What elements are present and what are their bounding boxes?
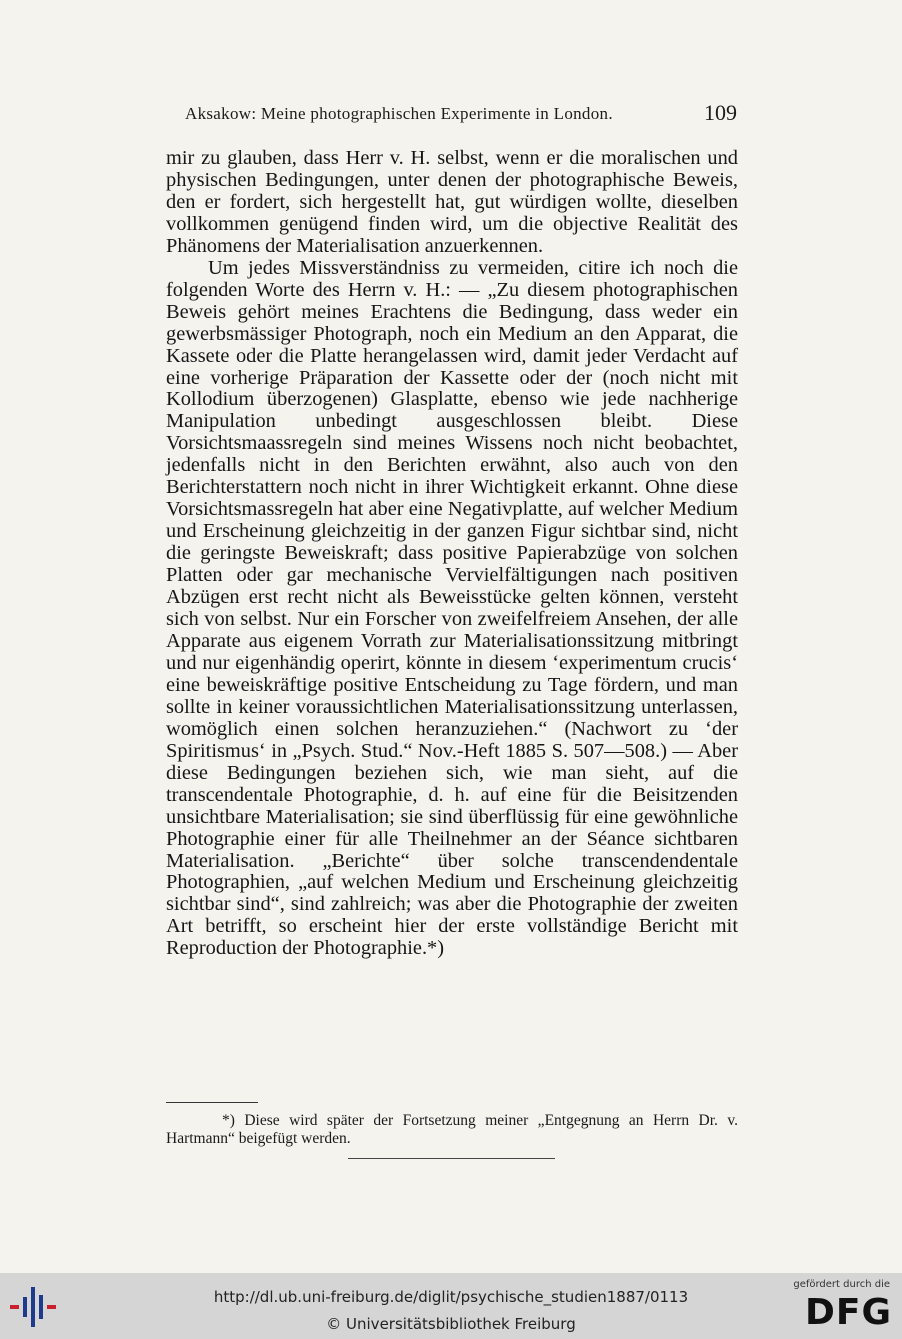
running-head: Aksakow: Meine photographischen Experimente in London. xyxy=(185,104,613,123)
paragraph-1: mir zu glauben, dass Herr v. H. selbst, wenn er die moralischen und physischen Bedingungen, unter denen der photographische Beweis, den er fordert, sich hergestellt hat, gut würdigen wollte, dieselben vollkommen genügend finden wird, um die objective Realität des Phänomens der Materialisation anzuerkennen. xyxy=(166,147,738,257)
dfg-caption: gefördert durch die xyxy=(793,1279,890,1290)
footnote xyxy=(166,1112,738,1148)
page-number: 109 xyxy=(704,100,737,125)
viewer-footer xyxy=(0,1273,902,1339)
document-url-link[interactable]: http://dl.ub.uni-freiburg.de/diglit/psychische_studien1887/0113 xyxy=(213,1288,689,1306)
footnote-text: *) Diese wird später der Fortsetzung meiner „Entgegnung an Herrn Dr. v. Hartmann“ beigefügt werden. xyxy=(166,1112,738,1147)
copyright-notice: © Universitätsbibliothek Freiburg xyxy=(326,1315,576,1333)
paragraph-2: Um jedes Missverständniss zu vermeiden, citire ich noch die folgenden Worte des Herrn v. H.: — „Zu diesem photographischen Beweis gehört meines Erachtens die Bedingung, dass weder ein gewerbsmässiger Photograph, noch ein Medium an den Apparat, die Kassete oder die Platte herangelassen wird, damit jeder Verdacht auf eine vorherige Präparation der Kassette oder der (noch nicht mit Kollodium überzogenen) Glasplatte, ebenso wie jede nachherige Manipulation unbedingt ausgeschlossen bleibt. Diese Vorsichtsmaassregeln sind meines Wissens noch nicht beobachtet, jedenfalls nicht in den Berichten erwähnt, also auch von den Berichterstattern noch nicht in ihrer Wichtigkeit erkannt. Ohne diese Vorsichtsmassregeln hat aber eine Negativplatte, auf welcher Medium und Erscheinung gleichzeitig in der ganzen Figur sichtbar sind, nicht die geringste Beweiskraft; dass positive Papierabzüge von solchen Platten oder gar mechanische Vervielfältigungen nach positiven Abzügen erst recht nicht als Beweisstücke gelten können, versteht sich von selbst. Nur ein Forscher von zweifelfreiem Ansehen, der alle Apparate aus eigenem Vorrath zur Materialisationssitzung mitbringt und nur eigenhändig operirt, könnte in diesem ‘experimentum crucis‘ eine beweiskräftige positive Entscheidung zu Tage fördern, und man sollte in keiner voraussichtlichen Materialisationssitzung unterlassen, womöglich einen solchen heranzuziehen.“ (Nachwort zu ‘der Spiritismus‘ in „Psych. Stud.“ Nov.-Heft 1885 S. 507—508.) — Aber diese Bedingungen beziehen sich, wie man sieht, auf die transcendentale Photographie, d. h. auf eine für die Beisitzenden unsichtbare Materialisation; sie sind überflüssig für eine gewöhnliche Photographie einer für alle Theilnehmer an der Séance sichtbaren Materialisation. „Berichte“ über solche transcendendentale Photographien, „auf welchen Medium und Erscheinung gleichzeitig sichtbar sind“, sind zahlreich; was aber die Photographie der zweiten Art betrifft, so erscheint hier der erste vollständige Bericht mit Reproduction der Photographie.*) xyxy=(166,256,738,960)
footnote-separator xyxy=(166,1102,258,1103)
footnote-end-rule xyxy=(348,1158,555,1159)
page-header xyxy=(185,100,737,130)
body-text xyxy=(166,148,738,960)
dfg-logo-icon: DFG xyxy=(804,1292,892,1333)
